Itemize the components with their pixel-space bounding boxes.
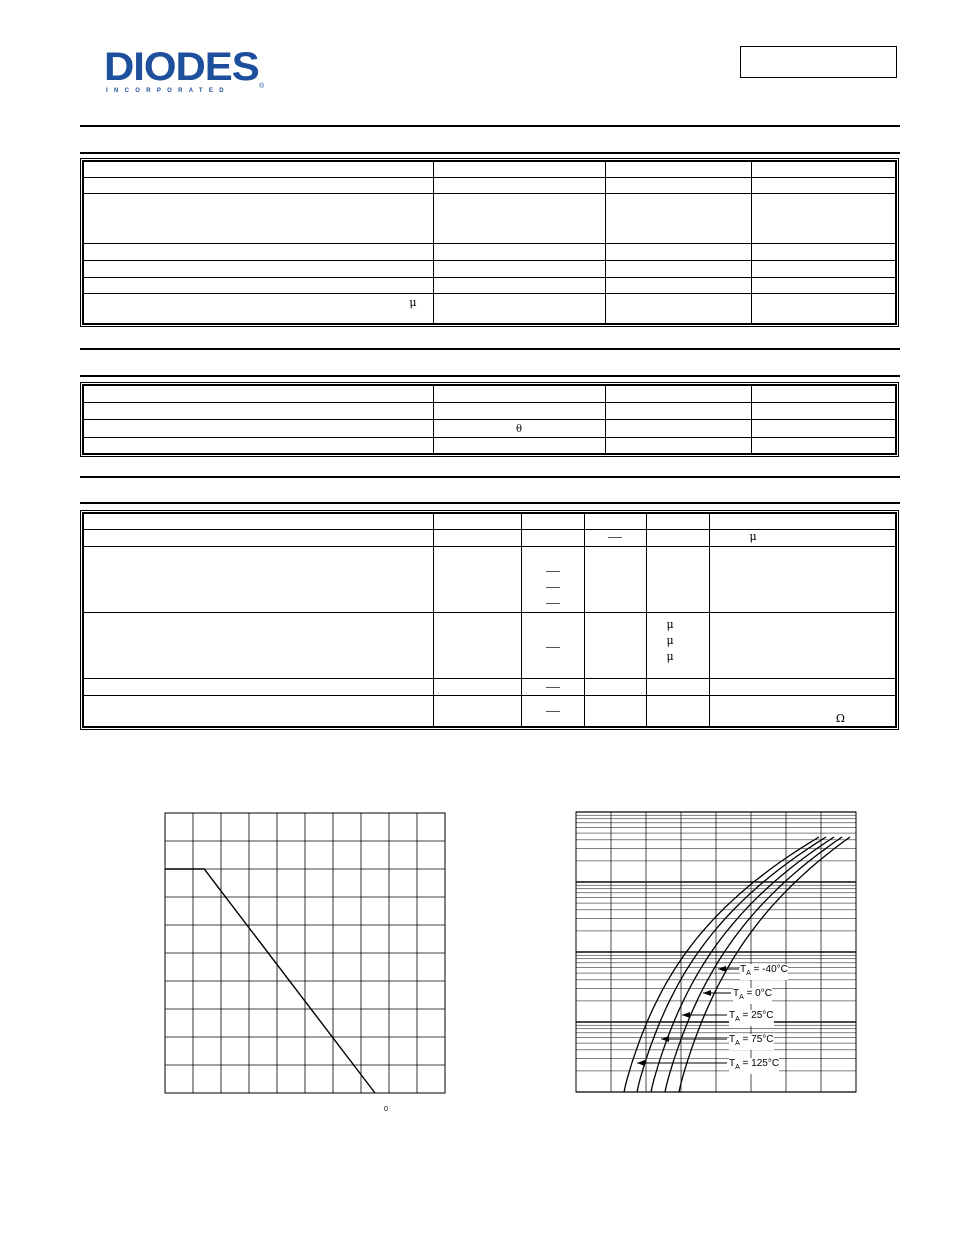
pointer-arrowhead: [682, 1012, 690, 1018]
table-row: [83, 385, 896, 402]
series-label-0: $T_A = 0^\circ C$: [733, 988, 772, 1004]
section-rule-top: [80, 476, 900, 478]
table-row: [83, 419, 896, 437]
table-row: [83, 529, 896, 546]
mu-symbol: μ: [666, 617, 674, 631]
chart-series: [624, 837, 850, 1092]
maximum-ratings-table: [82, 160, 897, 325]
pointer-arrowhead: [637, 1060, 645, 1066]
table-row: [83, 193, 896, 243]
table-row: [83, 695, 896, 727]
theta-symbol: θ: [515, 423, 523, 435]
table-row: [83, 546, 896, 612]
dash-mark: [546, 711, 560, 712]
mu-symbol: μ: [409, 296, 417, 310]
thermal-table: [82, 384, 897, 455]
brand-logo: DIODES: [104, 45, 259, 89]
chart-grid: [165, 813, 445, 1093]
table-row: [83, 243, 896, 260]
omega-symbol: Ω: [835, 711, 845, 725]
mu-symbol: μ: [666, 649, 674, 663]
temperature-curves-chart: [575, 811, 858, 1094]
dash-mark: [546, 571, 560, 572]
pointer-arrowhead: [661, 1036, 669, 1042]
dash-mark: [546, 647, 560, 648]
table-row: [83, 437, 896, 454]
part-number-box: [740, 46, 897, 78]
series-label-minus40: $T_A = -40^\circ C$: [740, 964, 788, 980]
registered-mark: ®: [259, 83, 265, 90]
section-rule-bottom: [80, 375, 900, 377]
table-row: [83, 402, 896, 419]
table-row: [83, 612, 896, 678]
electrical-characteristics-table: [82, 512, 897, 728]
degree-mark: 0: [384, 1106, 388, 1113]
section-rule-bottom: [80, 152, 900, 154]
table-row: [83, 261, 896, 278]
series-label-75: $T_A = 75^\circ C$: [729, 1034, 774, 1050]
derating-chart: [164, 812, 447, 1094]
section-rule-top: [80, 125, 900, 127]
pointer-arrowhead: [718, 966, 726, 972]
temperature-curve: [637, 837, 826, 1092]
table-row: [83, 513, 896, 529]
mu-symbol: μ: [666, 633, 674, 647]
series-label-25: $T_A = 25^\circ C$: [729, 1010, 774, 1026]
mu-symbol: μ: [749, 529, 757, 543]
dash-mark: [546, 687, 560, 688]
table-row: [83, 678, 896, 695]
table-row: [83, 294, 896, 324]
brand-tagline: INCORPORATED: [106, 88, 230, 94]
table-row: [83, 177, 896, 193]
table-row: [83, 161, 896, 177]
pointer-arrowhead: [703, 990, 711, 996]
series-label-125: $T_A = 125^\circ C$: [729, 1058, 779, 1074]
dash-mark: [546, 603, 560, 604]
temperature-curve: [624, 837, 819, 1092]
dash-mark: [546, 587, 560, 588]
legend-arrows: [637, 966, 739, 1066]
table-row: [83, 278, 896, 294]
section-rule-bottom: [80, 502, 900, 504]
section-rule-top: [80, 348, 900, 350]
dash-mark: [608, 537, 622, 538]
chart-grid: [576, 812, 856, 1092]
